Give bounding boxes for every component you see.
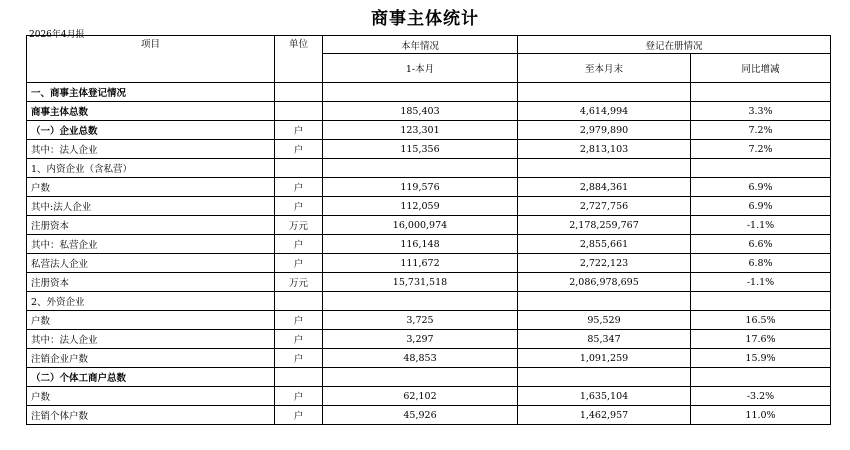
row-period-value: 111,672 (323, 254, 518, 273)
row-unit: 户 (275, 330, 323, 349)
row-yoy-change: 6.9% (691, 197, 831, 216)
row-yoy-change: 17.6% (691, 330, 831, 349)
row-name: 户数 (27, 387, 275, 406)
row-end-of-month-value: 1,091,259 (518, 349, 691, 368)
row-name: 其中：私营企业 (27, 235, 275, 254)
row-name: 2、外资企业 (27, 292, 275, 311)
header-registered: 登记在册情况 (518, 36, 831, 54)
row-period-value: 112,059 (323, 197, 518, 216)
row-unit: 户 (275, 349, 323, 368)
row-end-of-month-value: 1,635,104 (518, 387, 691, 406)
table-row (27, 254, 831, 273)
row-yoy-change: 6.9% (691, 178, 831, 197)
table-row (27, 368, 831, 387)
row-unit: 户 (275, 121, 323, 140)
header-item: 项目 (27, 36, 275, 83)
row-yoy-change: 7.2% (691, 121, 831, 140)
row-end-of-month-value: 2,178,259,767 (518, 216, 691, 235)
row-name: （二）个体工商户总数 (27, 368, 275, 387)
report-date: 2026年4月报 (29, 30, 85, 40)
row-end-of-month-value (518, 159, 691, 178)
row-period-value: 16,000,974 (323, 216, 518, 235)
row-yoy-change: 6.6% (691, 235, 831, 254)
header-row-1 (27, 36, 831, 54)
row-name: 一、商事主体登记情况 (27, 83, 275, 102)
row-unit: 万元 (275, 273, 323, 292)
row-period-value: 185,403 (323, 102, 518, 121)
row-unit: 户 (275, 197, 323, 216)
row-yoy-change: -1.1% (691, 273, 831, 292)
row-yoy-change: 6.8% (691, 254, 831, 273)
row-name: 其中:法人企业 (27, 197, 275, 216)
row-end-of-month-value: 2,884,361 (518, 178, 691, 197)
row-yoy-change (691, 83, 831, 102)
row-name: 户数 (27, 311, 275, 330)
row-unit: 户 (275, 178, 323, 197)
table-row (27, 406, 831, 425)
row-unit: 万元 (275, 216, 323, 235)
row-unit: 户 (275, 387, 323, 406)
row-unit (275, 159, 323, 178)
row-unit: 户 (275, 235, 323, 254)
table-row (27, 121, 831, 140)
table-row (27, 387, 831, 406)
row-period-value: 3,297 (323, 330, 518, 349)
row-name: 注销企业户数 (27, 349, 275, 368)
row-end-of-month-value: 2,813,103 (518, 140, 691, 159)
table-row (27, 102, 831, 121)
row-yoy-change (691, 159, 831, 178)
row-name: 私营法人企业 (27, 254, 275, 273)
row-end-of-month-value: 2,086,978,695 (518, 273, 691, 292)
row-name: 注销个体户数 (27, 406, 275, 425)
row-name: （一）企业总数 (27, 121, 275, 140)
row-name: 注册资本 (27, 273, 275, 292)
row-period-value (323, 159, 518, 178)
table-body (27, 83, 831, 425)
row-yoy-change: 11.0% (691, 406, 831, 425)
row-unit (275, 368, 323, 387)
header-unit: 单位 (275, 36, 323, 83)
table-row (27, 159, 831, 178)
row-end-of-month-value: 2,979,890 (518, 121, 691, 140)
header-period: 1-本月 (323, 54, 518, 83)
row-period-value: 48,853 (323, 349, 518, 368)
row-yoy-change: 16.5% (691, 311, 831, 330)
row-yoy-change: -1.1% (691, 216, 831, 235)
row-yoy-change: 15.9% (691, 349, 831, 368)
row-unit (275, 292, 323, 311)
header-this-year: 本年情况 (323, 36, 518, 54)
row-unit (275, 83, 323, 102)
row-end-of-month-value (518, 368, 691, 387)
table-row (27, 292, 831, 311)
table-row (27, 273, 831, 292)
row-yoy-change (691, 368, 831, 387)
row-period-value: 123,301 (323, 121, 518, 140)
statistics-table (26, 35, 831, 425)
row-end-of-month-value: 95,529 (518, 311, 691, 330)
row-period-value: 116,148 (323, 235, 518, 254)
row-unit: 户 (275, 311, 323, 330)
table-row (27, 216, 831, 235)
row-name: 注册资本 (27, 216, 275, 235)
row-period-value: 45,926 (323, 406, 518, 425)
table-row (27, 235, 831, 254)
header-end-of-month: 至本月末 (518, 54, 691, 83)
row-period-value: 115,356 (323, 140, 518, 159)
row-end-of-month-value: 2,727,756 (518, 197, 691, 216)
row-end-of-month-value: 2,855,661 (518, 235, 691, 254)
table-row (27, 178, 831, 197)
row-end-of-month-value: 85,347 (518, 330, 691, 349)
table-row (27, 83, 831, 102)
row-period-value (323, 292, 518, 311)
table-row (27, 330, 831, 349)
row-unit (275, 102, 323, 121)
row-period-value: 15,731,518 (323, 273, 518, 292)
row-name: 1、内资企业（含私营） (27, 159, 275, 178)
page-title: 商事主体统计 (371, 9, 479, 29)
table-row (27, 311, 831, 330)
row-unit: 户 (275, 140, 323, 159)
row-end-of-month-value: 2,722,123 (518, 254, 691, 273)
row-name: 其中：法人企业 (27, 140, 275, 159)
row-period-value (323, 368, 518, 387)
row-unit: 户 (275, 406, 323, 425)
row-name: 其中：法人企业 (27, 330, 275, 349)
row-yoy-change (691, 292, 831, 311)
table-row (27, 140, 831, 159)
row-end-of-month-value (518, 292, 691, 311)
row-end-of-month-value (518, 83, 691, 102)
row-name: 户数 (27, 178, 275, 197)
table-row (27, 197, 831, 216)
row-yoy-change: -3.2% (691, 387, 831, 406)
row-period-value: 3,725 (323, 311, 518, 330)
row-yoy-change: 3.3% (691, 102, 831, 121)
table-row (27, 349, 831, 368)
row-period-value (323, 83, 518, 102)
row-name: 商事主体总数 (27, 102, 275, 121)
row-end-of-month-value: 1,462,957 (518, 406, 691, 425)
row-period-value: 62,102 (323, 387, 518, 406)
header-yoy: 同比增减 (691, 54, 831, 83)
row-period-value: 119,576 (323, 178, 518, 197)
row-end-of-month-value: 4,614,994 (518, 102, 691, 121)
row-unit: 户 (275, 254, 323, 273)
row-yoy-change: 7.2% (691, 140, 831, 159)
